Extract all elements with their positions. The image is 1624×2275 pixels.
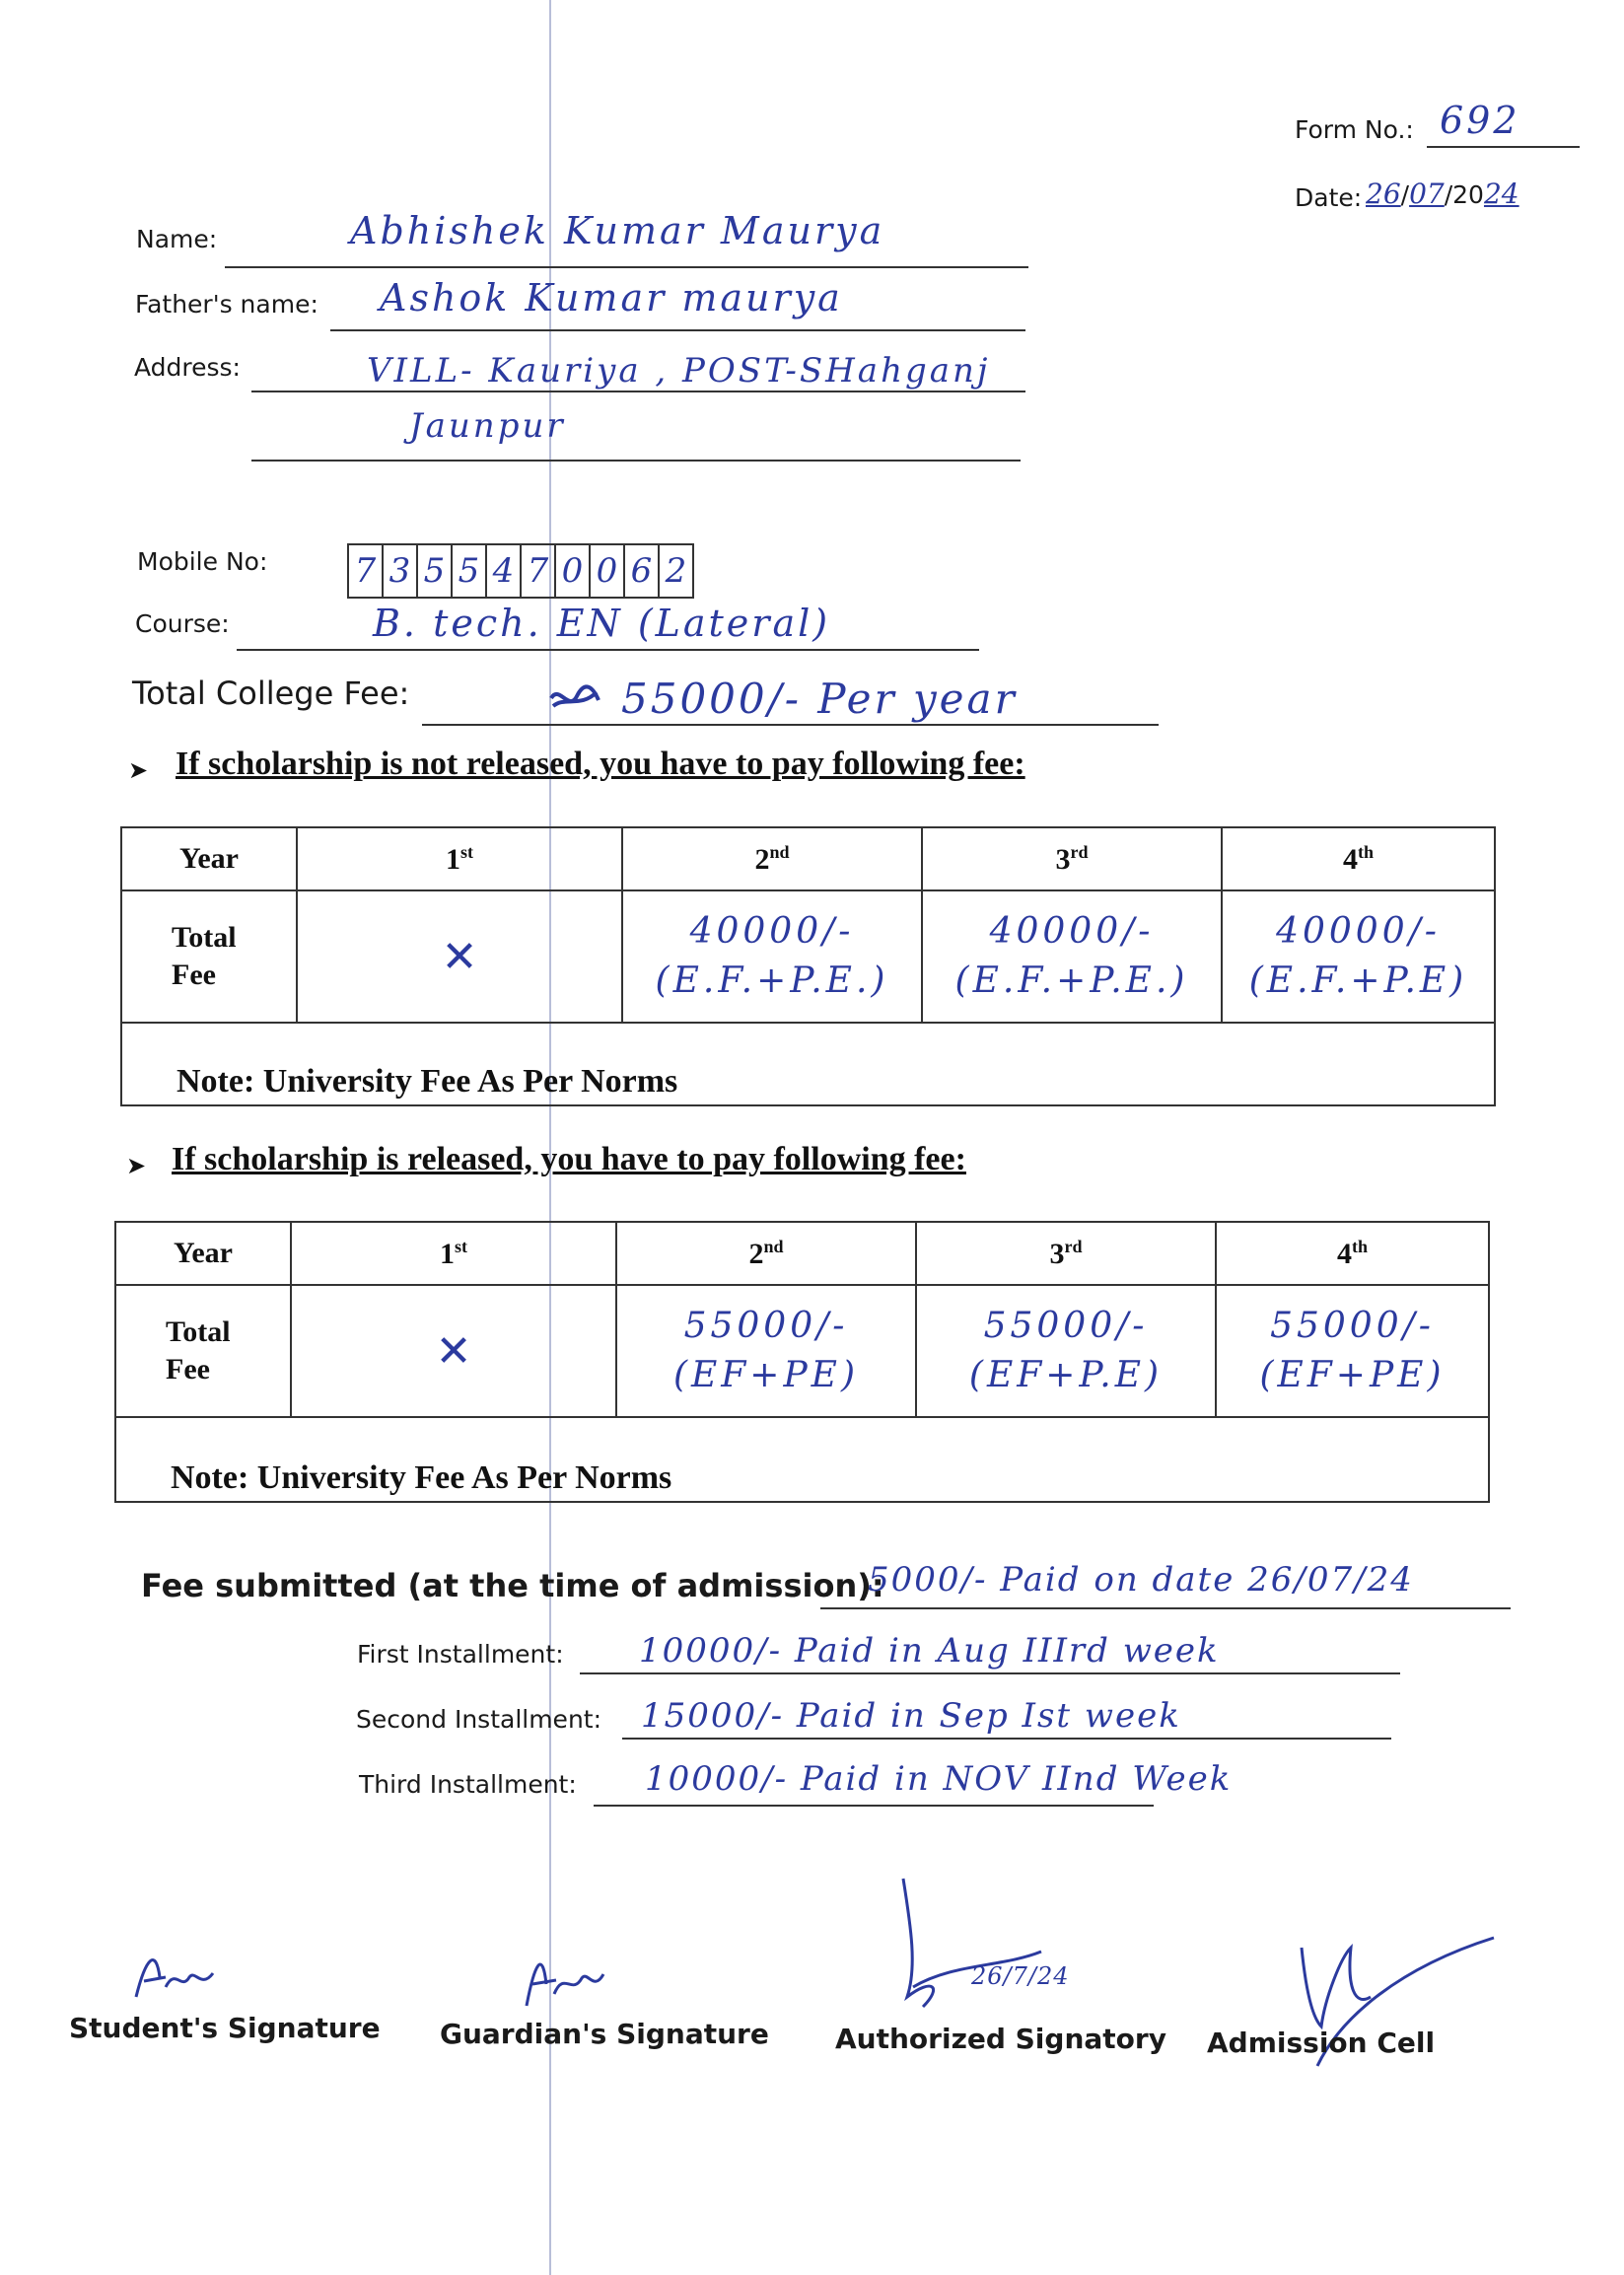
total-fee-row-label: Total Fee: [115, 1285, 291, 1417]
father-name-underline: [330, 329, 1025, 331]
mobile-digit: 7: [522, 545, 556, 597]
mobile-digit: 2: [665, 551, 687, 591]
third-installment-value: 10000/- Paid in NOV IInd Week: [645, 1759, 1233, 1799]
year-1-fee: [291, 1285, 616, 1417]
student-signature-label: Student's Signature: [69, 2012, 381, 2044]
year-1-header: 1st: [297, 827, 622, 890]
mobile-digit: 5: [418, 545, 453, 597]
date-year: 24: [1483, 178, 1519, 210]
mobile-digit: 0: [556, 545, 591, 597]
date-value: 26/07/2024: [1366, 178, 1519, 210]
mobile-digit: 6: [625, 545, 660, 597]
total-fee-scribble: [547, 671, 602, 719]
table-row: [115, 1417, 1489, 1502]
year-3-header: 3rd: [922, 827, 1222, 890]
admission-cell-label: Admission Cell: [1207, 2026, 1436, 2059]
authorized-signature-date: 26/7/24: [971, 1962, 1070, 1990]
mobile-digit: 3: [384, 545, 418, 597]
second-installment-underline: [622, 1738, 1391, 1740]
year-4-header: 4th: [1222, 827, 1495, 890]
table-row: [121, 890, 1495, 1023]
authorized-signatory-label: Authorized Signatory: [835, 2023, 1166, 2055]
date-century: 20: [1452, 180, 1484, 209]
table-row: [121, 1023, 1495, 1105]
scan-fold-line: [549, 0, 551, 2275]
name-value: Abhishek Kumar Maurya: [350, 209, 885, 252]
university-fee-note: Note: University Fee As Per Norms: [121, 1023, 1495, 1105]
name-label: Name:: [136, 225, 218, 253]
total-fee-label: Total College Fee:: [132, 675, 410, 712]
total-fee-value: 55000/- Per year: [621, 675, 1018, 723]
cross-mark-icon: ✕: [441, 931, 478, 982]
mobile-digit: 7: [349, 545, 384, 597]
admission-fee-label: Fee submitted (at the time of admission):: [141, 1567, 884, 1604]
mobile-digit-boxes: [347, 543, 694, 599]
year-4-header: 4th: [1216, 1222, 1489, 1285]
year-4-fee: 40000/- (E.F.+P.E): [1222, 890, 1495, 1023]
date-month: 07: [1409, 178, 1445, 210]
fee-table-no-scholarship: [120, 826, 1496, 1106]
year-header: Year: [121, 827, 297, 890]
section2-title: If scholarship is released, you have to pay following fee:: [172, 1141, 966, 1177]
admission-cell-signature-scribble: [1282, 1928, 1509, 2086]
form-no-label: Form No.:: [1295, 115, 1414, 144]
course-underline: [237, 649, 979, 651]
admission-fee-value: 5000/- Paid on date 26/07/24: [868, 1560, 1414, 1600]
struck-out-text-icon: [547, 678, 602, 718]
year-3-header: 3rd: [916, 1222, 1216, 1285]
year-3-fee: 40000/- (E.F.+P.E.): [922, 890, 1222, 1023]
bullet-arrow-icon: ➤: [126, 1152, 147, 1179]
address-label: Address:: [134, 353, 241, 382]
form-no-underline: [1427, 146, 1580, 148]
mobile-digit: 4: [487, 545, 522, 597]
third-installment-label: Third Installment:: [359, 1770, 577, 1799]
first-installment-label: First Installment:: [357, 1640, 564, 1669]
total-fee-underline: [422, 724, 1159, 726]
cross-mark-icon: ✕: [435, 1325, 472, 1377]
third-installment-underline: [594, 1805, 1154, 1807]
year-1-header: 1st: [291, 1222, 616, 1285]
fee-table-scholarship: [114, 1221, 1490, 1503]
mobile-digit: 0: [591, 545, 625, 597]
father-name-value: Ashok Kumar maurya: [380, 276, 843, 320]
address-line-1: VILL- Kauriya , POST-SHahganj: [367, 351, 991, 391]
year-4-fee: 55000/- (EF+PE): [1216, 1285, 1489, 1417]
address-underline-2: [251, 460, 1021, 462]
guardian-signature-scribble: [513, 1945, 611, 2014]
form-no-value: 692: [1440, 99, 1520, 142]
first-installment-value: 10000/- Paid in Aug IIIrd week: [639, 1631, 1220, 1671]
second-installment-label: Second Installment:: [356, 1705, 602, 1734]
table-row: [115, 1285, 1489, 1417]
mobile-digit: 5: [453, 545, 487, 597]
year-3-fee: 55000/- (EF+P.E): [916, 1285, 1216, 1417]
address-line-2: Jaunpur: [409, 406, 566, 446]
date-label: Date:: [1295, 183, 1363, 212]
address-underline-1: [251, 391, 1025, 392]
table-row: [121, 827, 1495, 890]
bullet-arrow-icon: ➤: [128, 756, 149, 784]
year-2-fee: 55000/- (EF+PE): [616, 1285, 916, 1417]
year-2-header: 2nd: [616, 1222, 916, 1285]
second-installment-value: 15000/- Paid in Sep Ist week: [641, 1696, 1181, 1736]
mobile-label: Mobile No:: [137, 547, 268, 576]
first-installment-underline: [580, 1672, 1400, 1674]
guardian-signature-label: Guardian's Signature: [440, 2018, 769, 2050]
course-label: Course:: [135, 609, 230, 638]
year-header: Year: [115, 1222, 291, 1285]
year-2-header: 2nd: [622, 827, 922, 890]
name-underline: [225, 266, 1028, 268]
table-row: [115, 1222, 1489, 1285]
year-2-fee: 40000/- (E.F.+P.E.): [622, 890, 922, 1023]
admission-fee-underline: [820, 1607, 1511, 1609]
date-day: 26: [1366, 178, 1401, 210]
year-1-fee: [297, 890, 622, 1023]
course-value: B. tech. EN (Lateral): [373, 602, 831, 645]
student-signature-scribble: [126, 1948, 225, 2007]
university-fee-note: Note: University Fee As Per Norms: [115, 1417, 1489, 1502]
authorized-signature-scribble: [883, 1869, 1061, 2017]
section1-title: If scholarship is not released, you have to pay following fee:: [176, 746, 1025, 782]
father-name-label: Father's name:: [135, 290, 318, 319]
total-fee-row-label: Total Fee: [121, 890, 297, 1023]
